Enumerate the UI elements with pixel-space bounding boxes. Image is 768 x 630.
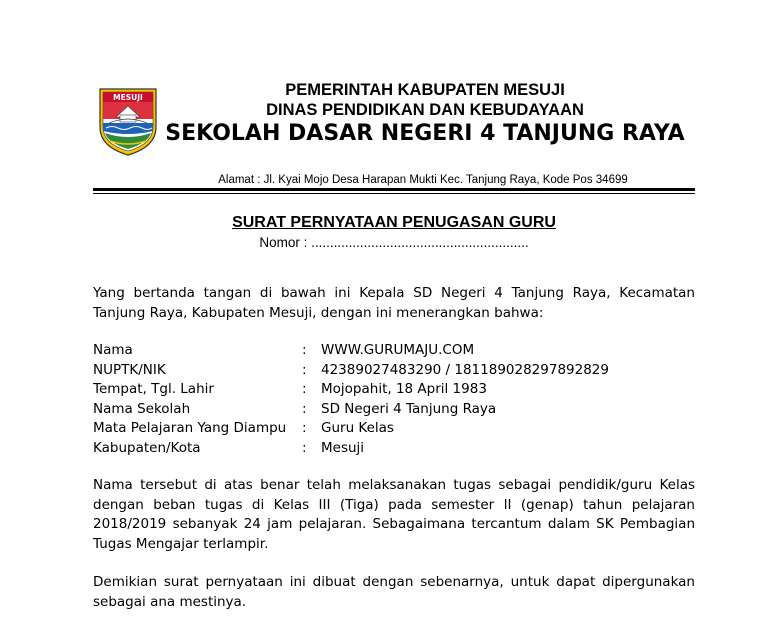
field-separator: :	[302, 381, 307, 397]
field-label: Nama Sekolah	[93, 400, 191, 417]
identity-row-kabupaten	[93, 439, 695, 459]
opening-paragraph: Yang bertanda tangan di bawah ini Kepala SD Negeri 4 Tanjung Raya, Kecamatan Tanjung Raya, Kabupaten Mesuji, dengan ini menerangkan bahwa:	[93, 285, 695, 321]
mesuji-emblem-logo	[96, 85, 160, 157]
closing-paragraph: Demikian surat pernyataan ini dibuat dengan sebenarnya, untuk dapat dipergunakan sebagai ana mestinya.	[93, 574, 695, 610]
field-label: Nama	[93, 342, 133, 358]
field-value: Mojopahit, 18 April 1983	[321, 381, 487, 397]
identity-row-mapel	[93, 419, 695, 439]
document-title: SURAT PERNYATAAN PENUGASAN GURU	[232, 214, 556, 231]
identity-row-nuptk	[93, 361, 695, 381]
field-value: WWW.GURUMAJU.COM	[321, 342, 475, 358]
field-value: Guru Kelas	[321, 420, 394, 436]
field-value: 42389027483290 / 181189028297892829	[321, 361, 609, 378]
identity-row-ttl	[93, 380, 695, 400]
field-label: Mata Pelajaran Yang Diampu	[93, 420, 287, 436]
department-name: DINAS PENDIDIKAN DAN KEBUDAYAAN	[266, 101, 584, 119]
identity-table	[93, 341, 695, 458]
letterhead	[160, 80, 690, 147]
emblem-text: MESUJI	[113, 93, 143, 102]
statement-paragraph: Nama tersebut di atas benar telah melaksanakan tugas sebagai pendidik/guru Kelas dengan beban tugas di Kelas III (Tiga) pada semester II (genap) tahun pelajaran 2018/2019 sebanyak 24 jam pelajaran. Sebagaimana tercantum dalam SK Pembagian Tugas Mengajar terlampir.	[93, 477, 695, 552]
identity-row-nama	[93, 341, 695, 361]
field-value: Mesuji	[321, 439, 365, 456]
field-label: NUPTK/NIK	[93, 361, 166, 378]
field-label: Kabupaten/Kota	[93, 439, 201, 456]
field-separator: :	[302, 342, 307, 358]
field-label: Tempat, Tgl. Lahir	[93, 381, 214, 397]
field-value: SD Negeri 4 Tanjung Raya	[321, 400, 497, 417]
identity-row-sekolah	[93, 400, 695, 420]
government-name: PEMERINTAH KABUPATEN MESUJI	[285, 81, 565, 99]
field-separator: :	[302, 439, 307, 456]
school-name: SEKOLAH DASAR NEGERI 4 TANJUNG RAYA	[165, 121, 685, 146]
field-separator: :	[302, 400, 307, 417]
letterhead-divider-thin	[93, 193, 695, 194]
school-address: Alamat : Jl. Kyai Mojo Desa Harapan Mukti Kec. Tanjung Raya, Kode Pos 34699	[218, 174, 628, 186]
field-separator: :	[302, 420, 307, 436]
field-separator: :	[302, 361, 307, 378]
letterhead-divider-thick	[93, 188, 695, 191]
document-number: Nomor : ..........................................................	[259, 235, 529, 250]
